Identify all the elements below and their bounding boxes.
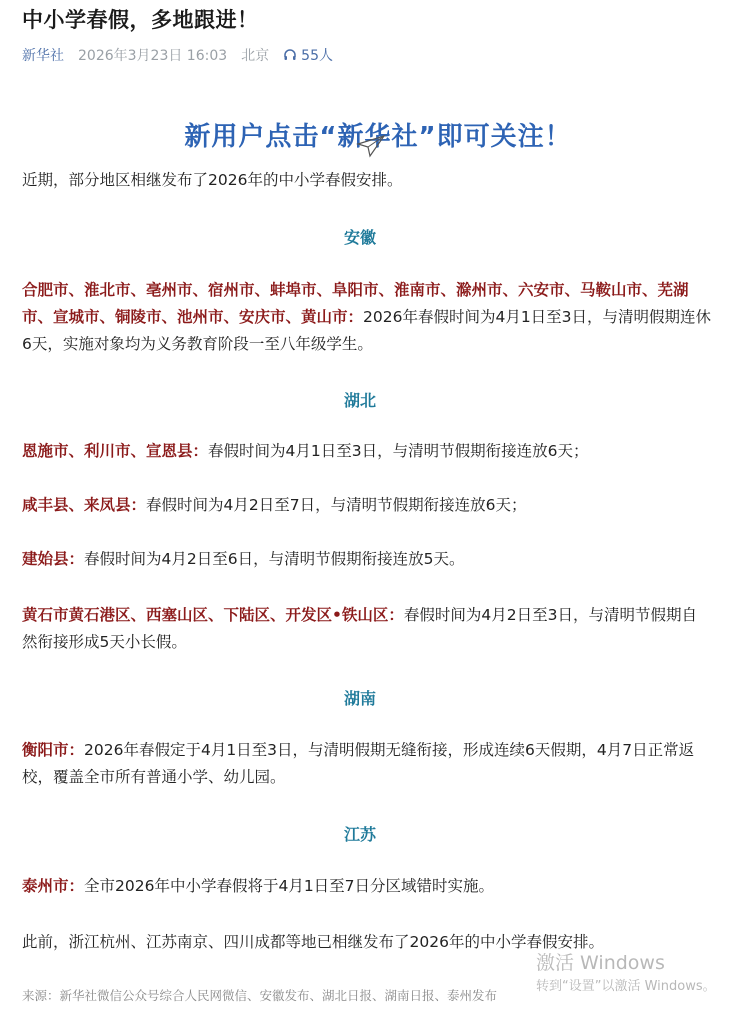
intro-paragraph: 近期，部分地区相继发布了2026年的中小学春假安排。 <box>22 171 403 189</box>
paragraph-text: 春假时间为4月2日至3日，与清明节假期自然衔接形成5天小长假。 <box>22 606 698 651</box>
place-names: 泰州市： <box>22 877 85 895</box>
place-names: 恩施市、利川市、宣恩县： <box>22 442 209 460</box>
headphones-icon <box>283 48 297 62</box>
paragraph-hunan <box>22 737 712 791</box>
paragraph-text: 春假时间为4月2日至6日，与清明节假期衔接连放5天。 <box>84 550 465 568</box>
paragraph-text: 春假时间为4月2日至7日，与清明节假期衔接连放6天； <box>146 496 527 514</box>
paragraph-jiangsu <box>22 873 712 900</box>
paragraph-anhui <box>22 277 712 358</box>
place-names: 咸丰县、来凤县： <box>22 496 147 514</box>
paragraph-text: 2026年春假定于4月1日至3日，与清明假期无缝衔接，形成连续6天假期，4月7日正常返校，覆盖全市所有普通小学、幼儿园。 <box>22 741 695 786</box>
article-title: 中小学春假，多地跟进！ <box>22 8 259 32</box>
article-datetime: 2026年3月23日 16:03 <box>78 48 228 64</box>
paragraph-text: 全市2026年中小学春假将于4月1日至7日分区域错时实施。 <box>84 877 495 895</box>
section-heading-jiangsu: 江苏 <box>343 825 376 844</box>
place-names: 黄石市黄石港区、西塞山区、下陆区、开发区•铁山区： <box>22 606 404 624</box>
activation-watermark-title: 激活 Windows <box>536 952 665 974</box>
source-footer: 来源：新华社微信公众号综合人民网微信、安徽发布、湖北日报、湖南日报、泰州发布 <box>22 988 498 1003</box>
section-heading-anhui: 安徽 <box>343 228 376 247</box>
outro-paragraph: 此前，浙江杭州、江苏南京、四川成都等地已相继发布了2026年的中小学春假安排。 <box>22 933 604 951</box>
paragraph-hubei-3 <box>22 546 712 573</box>
article-source-link[interactable]: 新华社 <box>22 48 64 64</box>
article-location: 北京 <box>241 48 270 64</box>
place-names: 衡阳市： <box>22 741 85 759</box>
follow-banner[interactable]: 新用户点击“新华社”即可关注！ <box>184 122 572 152</box>
paragraph-text: 2026年春假时间为4月1日至3日，与清明假期连休6天，实施对象均为义务教育阶段一至八年级学生。 <box>22 308 712 353</box>
paragraph-hubei-1 <box>22 438 712 465</box>
listener-count: 55人 <box>301 48 333 64</box>
section-heading-hubei: 湖北 <box>343 391 376 410</box>
section-heading-hunan: 湖南 <box>343 689 376 708</box>
place-names: 建始县： <box>22 550 85 568</box>
place-names: 合肥市、淮北市、亳州市、宿州市、蚌埠市、阜阳市、淮南市、滁州市、六安市、马鞍山市、芜湖市、宣城市、铜陵市、池州市、安庆市、黄山市： <box>22 281 689 326</box>
paragraph-hubei-4 <box>22 602 712 656</box>
listen-button[interactable] <box>283 45 333 65</box>
paragraph-hubei-2 <box>22 492 712 519</box>
article-meta <box>22 45 333 65</box>
activation-watermark-subtitle: 转到“设置”以激活 Windows。 <box>536 979 716 994</box>
paragraph-text: 春假时间为4月1日至3日，与清明节假期衔接连放6天； <box>208 442 589 460</box>
paper-plane-icon <box>356 134 386 158</box>
